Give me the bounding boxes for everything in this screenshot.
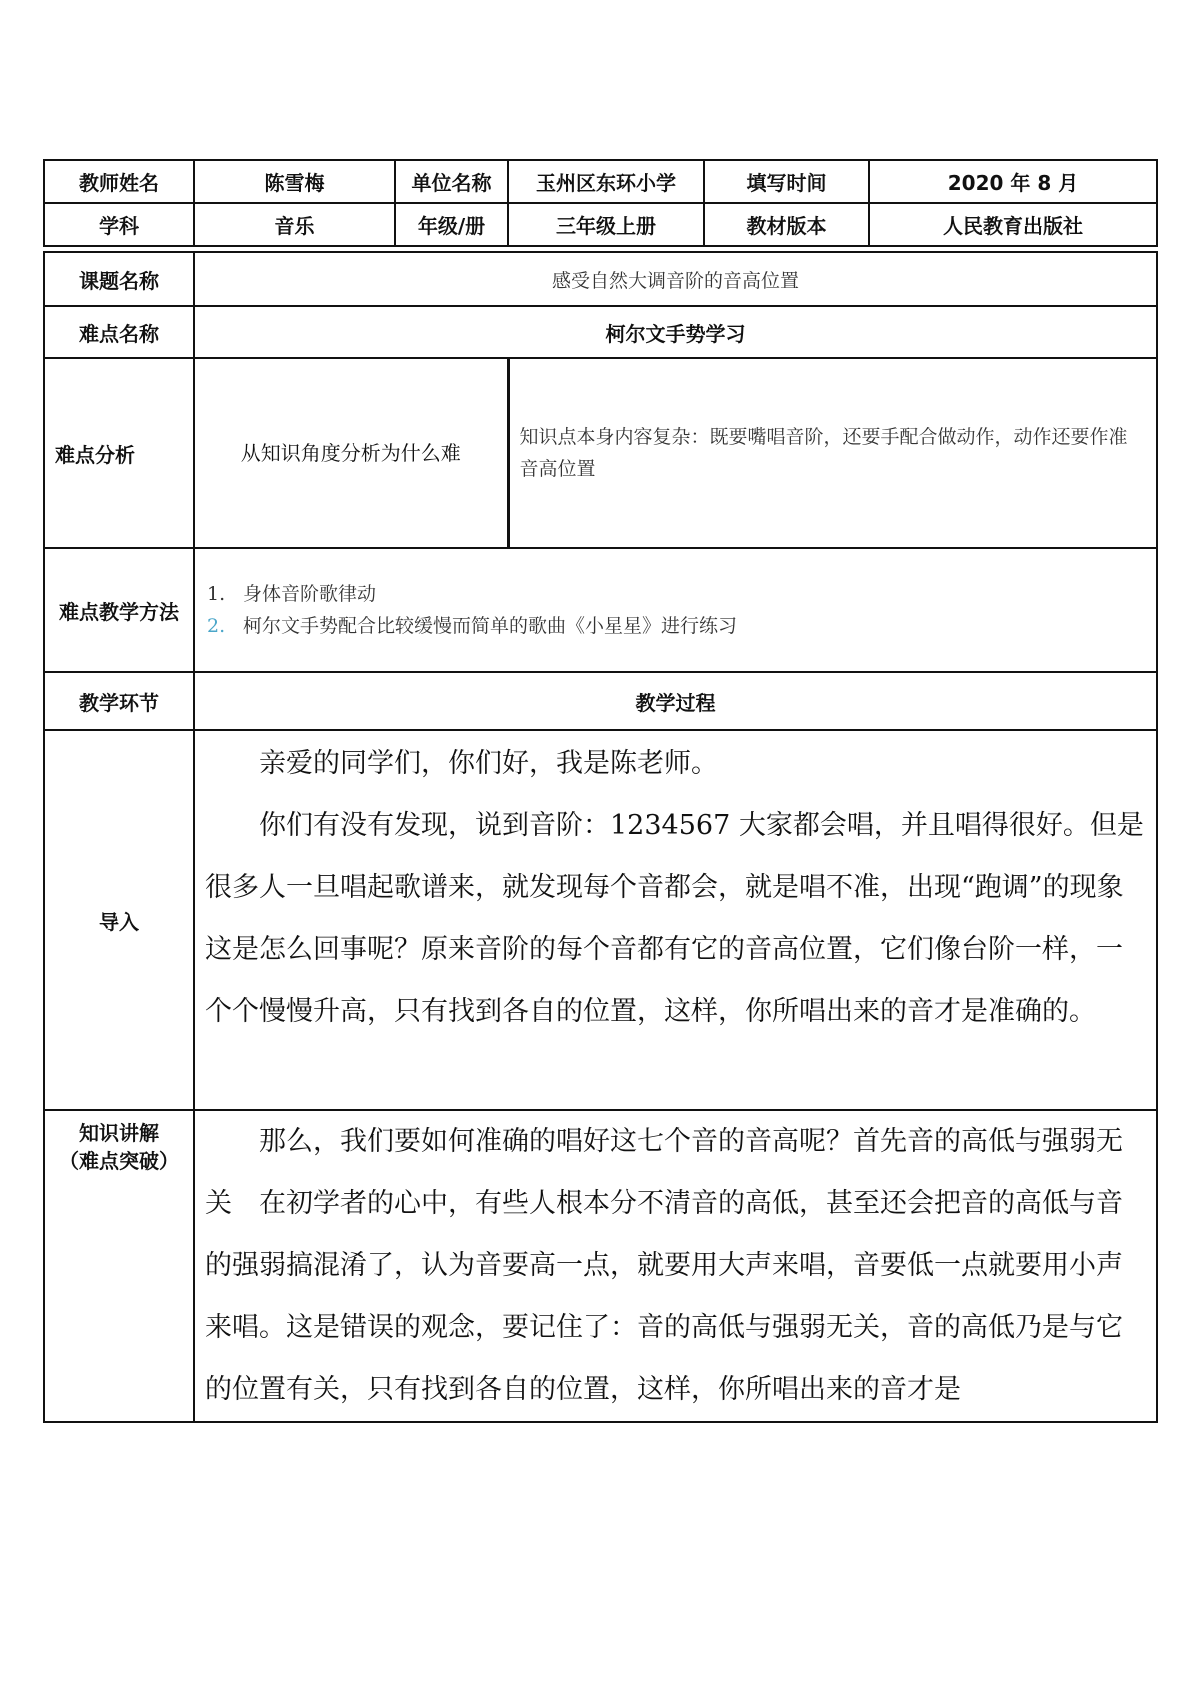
method-cell: [194, 548, 1157, 672]
method-item-1-num: 1.: [207, 583, 226, 605]
knowledge-content: [194, 1110, 1157, 1422]
process-label: 教学环节: [44, 672, 194, 730]
method-list: [195, 578, 1156, 642]
unit-name: 玉州区东环小学: [508, 160, 704, 203]
method-item-1: [207, 578, 1156, 610]
knowledge-paragraph: 那么，我们要如何准确的唱好这七个音的音高呢？首先音的高低与强弱无关 在初学者的心中，有些人根本分不清音的高低，甚至还会把音的高低与音的强弱搞混淆了，认为音要高一点，就要用大声来唱，音要低一点就要用小声来唱。这是错误的观念，要记住了：音的高低与强弱无关，音的高低乃是与它的位置有关，只有找到各自的位置，这样，你所唱出来的音才是: [205, 1126, 1123, 1405]
intro-row: [44, 730, 1157, 1110]
difficulty-value: 柯尔文手势学习: [194, 306, 1157, 358]
teacher-label: 教师姓名: [44, 160, 194, 203]
edition-value: 人民教育出版社: [869, 203, 1157, 246]
difficulty-row: [44, 306, 1157, 358]
header-row-1: [44, 160, 1157, 203]
difficulty-label: 难点名称: [44, 306, 194, 358]
method-item-2-num: 2.: [207, 615, 226, 637]
intro-paragraph-1: 亲爱的同学们，你们好，我是陈老师。: [259, 748, 718, 779]
process-value: 教学过程: [194, 672, 1157, 730]
lesson-plan-table: [43, 159, 1158, 1423]
header-row-2: [44, 203, 1157, 246]
edition-label: 教材版本: [704, 203, 869, 246]
knowledge-label-line1: 知识讲解: [79, 1121, 159, 1145]
analysis-label: 难点分析: [44, 358, 194, 548]
time-label: 填写时间: [704, 160, 869, 203]
knowledge-label: [44, 1110, 194, 1422]
topic-row: [44, 252, 1157, 306]
intro-label: 导入: [44, 730, 194, 1110]
analysis-row: [44, 358, 1157, 548]
knowledge-row: [44, 1110, 1157, 1422]
knowledge-label-line2: （难点突破）: [59, 1149, 179, 1173]
unit-label: 单位名称: [395, 160, 508, 203]
topic-label: 课题名称: [44, 252, 194, 306]
subject-value: 音乐: [194, 203, 395, 246]
method-item-1-text: 身体音阶歌律动: [243, 583, 377, 605]
intro-paragraph-2: 你们有没有发现，说到音阶：1234567 大家都会唱，并且唱得很好。但是很多人一旦唱起歌谱来，就发现每个音都会，就是唱不准，出现“跑调”的现象这是怎么回事呢？原来音阶的每个音都有它的音高位置，它们像台阶一样，一个个慢慢升高，只有找到各自的位置，这样，你所唱出来的音才是准确的。: [205, 810, 1144, 1027]
analysis-text: 知识点本身内容复杂：既要嘴唱音阶，还要手配合做动作，动作还要作准音高位置: [508, 358, 1157, 548]
lesson-plan-form: [43, 159, 1156, 1423]
process-header-row: [44, 672, 1157, 730]
grade-value: 三年级上册: [508, 203, 704, 246]
method-item-2: [207, 610, 1156, 642]
analysis-angle: 从知识角度分析为什么难: [194, 358, 508, 548]
subject-label: 学科: [44, 203, 194, 246]
fill-time: 2020 年 8 月: [869, 160, 1157, 203]
method-item-2-text: 柯尔文手势配合比较缓慢而简单的歌曲《小星星》进行练习: [243, 615, 738, 637]
method-label: 难点教学方法: [44, 548, 194, 672]
grade-label: 年级/册: [395, 203, 508, 246]
method-row: [44, 548, 1157, 672]
teacher-name: 陈雪梅: [194, 160, 395, 203]
topic-value: 感受自然大调音阶的音高位置: [194, 252, 1157, 306]
intro-content: [194, 730, 1157, 1110]
